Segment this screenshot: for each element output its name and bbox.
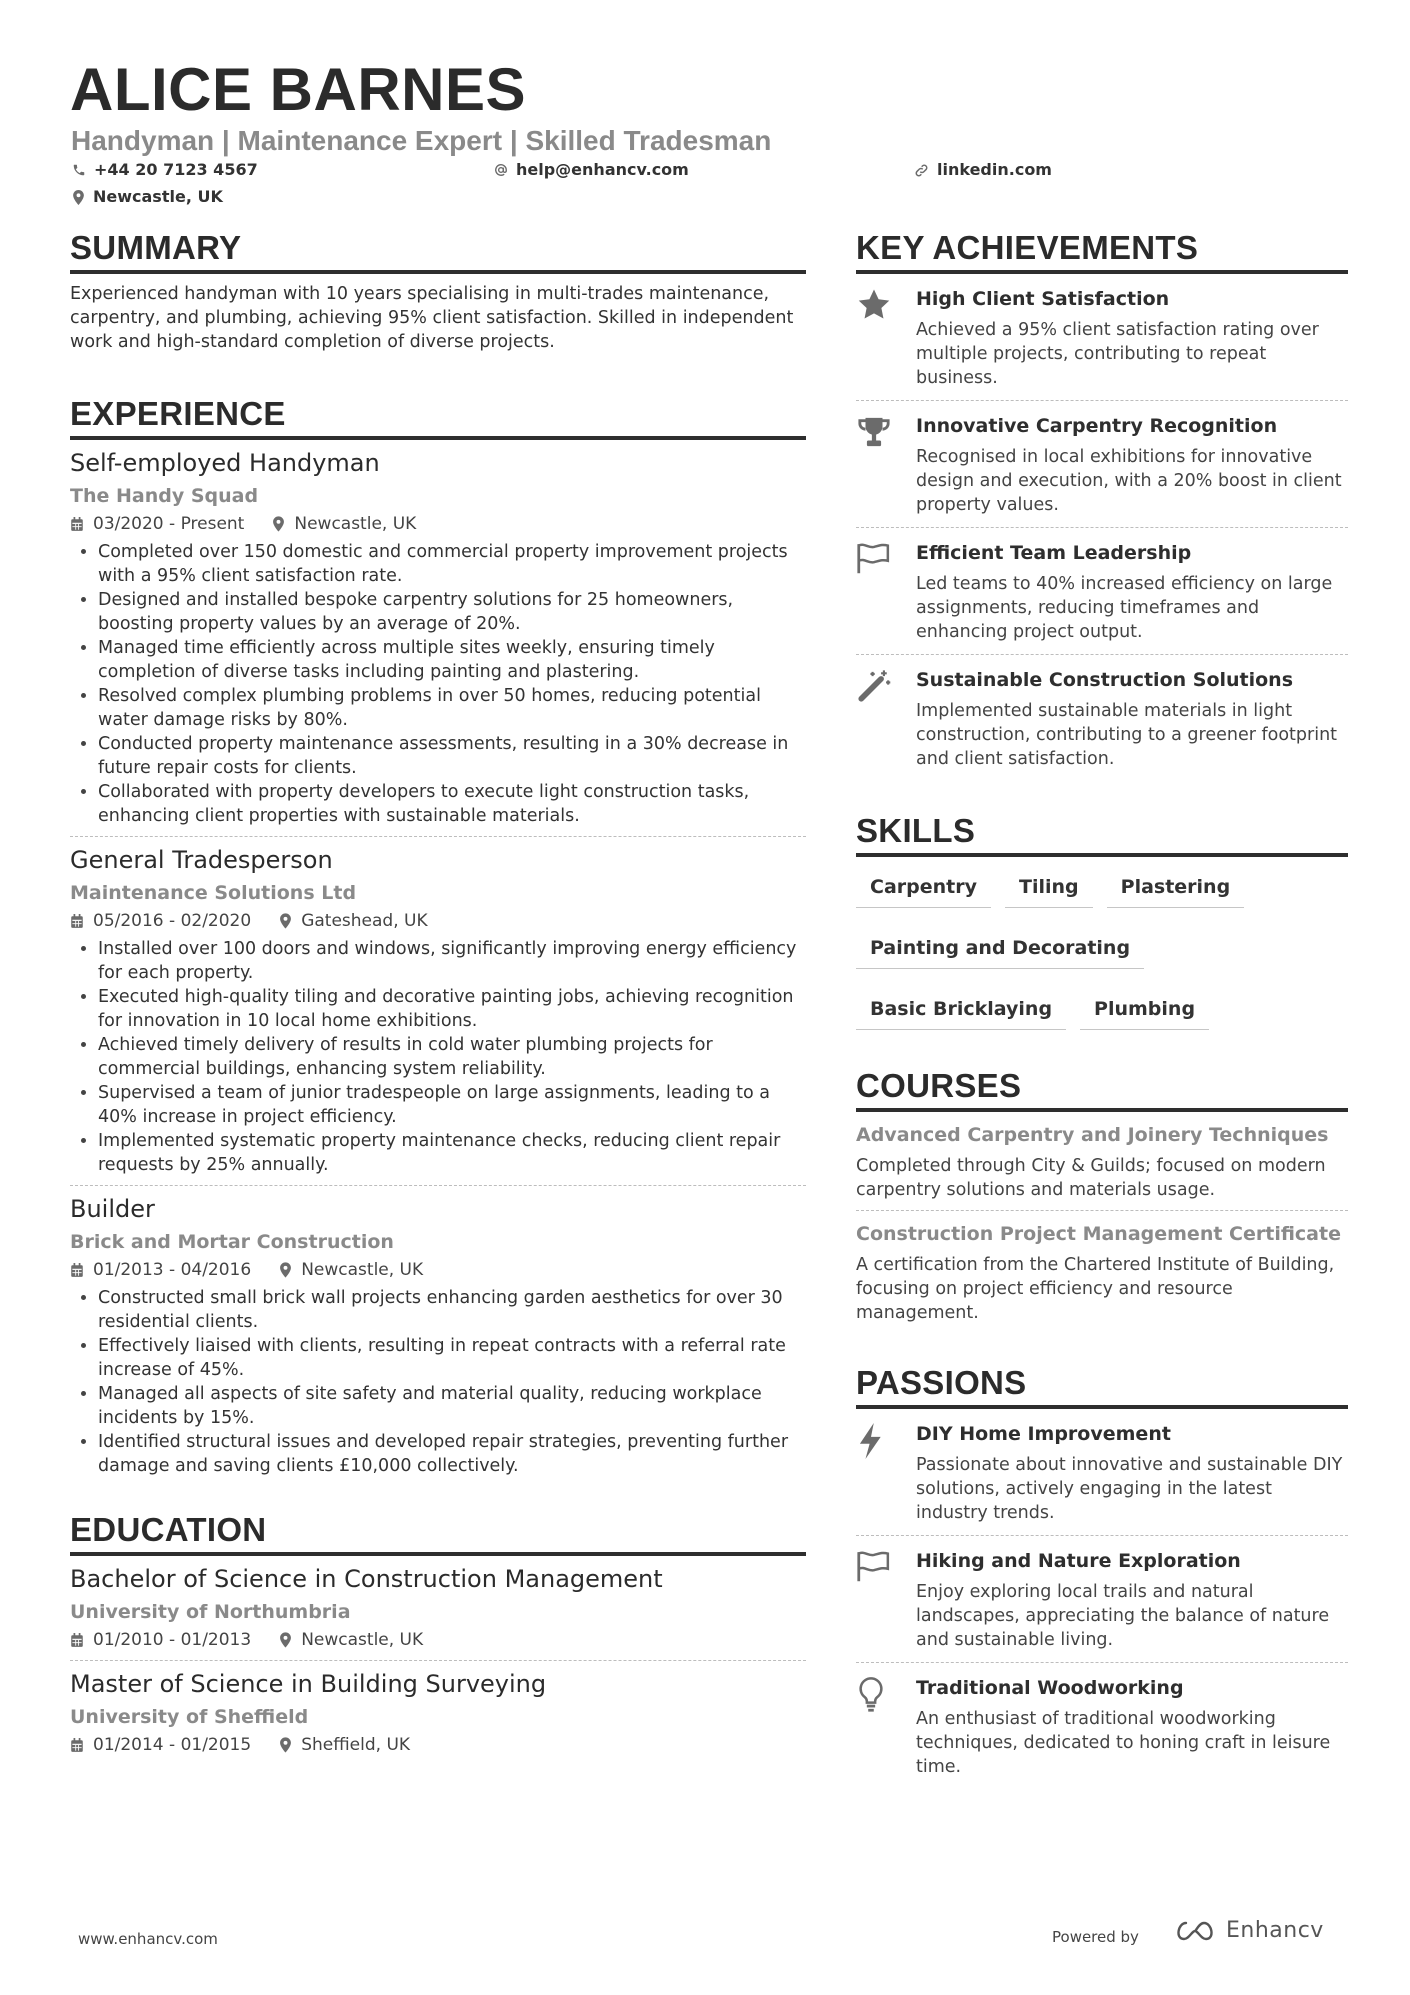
bullet-item: • Designed and installed bespoke carpentry solutions for 25 homeowners, boosting property values by an average of 20%. — [98, 588, 806, 636]
company-name: Brick and Mortar Construction — [70, 1231, 394, 1253]
course-desc: A certification from the Chartered Institute of Building, focusing on project efficiency and resource management. — [856, 1255, 1335, 1323]
education-dates — [70, 1628, 251, 1652]
experience-entry — [70, 837, 806, 1186]
flag-icon — [856, 540, 916, 644]
achievement-item — [856, 655, 1348, 781]
calendar-icon — [70, 1738, 84, 1753]
location-pin-icon — [272, 516, 285, 532]
calendar-icon — [70, 517, 84, 532]
achievement-desc: Led teams to 40% increased efficiency on large assignments, reducing timeframes and enhancing project output. — [916, 574, 1333, 642]
skill-tag: Plastering — [1107, 869, 1245, 908]
skills-list — [856, 857, 1348, 1052]
achievement-item — [856, 401, 1348, 528]
school-name: University of Northumbria — [70, 1601, 351, 1623]
job-meta — [70, 909, 806, 933]
bullet-item: • Identified structural issues and developed repair strategies, preventing further damage and saving clients £10,000 collectively. — [98, 1430, 806, 1478]
job-bullets — [70, 937, 806, 1177]
achievement-item — [856, 528, 1348, 655]
education-section — [70, 1510, 806, 1765]
job-dates — [70, 909, 251, 933]
job-title: Builder — [70, 1195, 155, 1223]
bullet-item: • Achieved timely delivery of results in cold water plumbing projects for commercial buildings, enhancing system reliability. — [98, 1033, 806, 1081]
education-entry — [70, 1661, 806, 1765]
job-dates — [70, 512, 244, 536]
location-pin-icon — [279, 1262, 292, 1278]
link-icon — [914, 163, 929, 178]
passion-desc: Enjoy exploring local trails and natural landscapes, appreciating the balance of nature and sustainable living. — [916, 1582, 1330, 1650]
location-text: Newcastle, UK — [93, 187, 223, 206]
bullet-item: • Supervised a team of junior tradespeople on large assignments, leading to a 40% increase in project efficiency. — [98, 1081, 806, 1129]
courses-title: COURSES — [856, 1066, 1348, 1112]
flag-icon — [856, 1548, 916, 1652]
job-location — [279, 1258, 423, 1282]
course-title: Construction Project Management Certificate — [856, 1223, 1341, 1245]
summary-title: SUMMARY — [70, 228, 806, 274]
calendar-icon — [70, 1263, 84, 1278]
bullet-item: • Resolved complex plumbing problems in over 50 homes, reducing potential water damage risks by 80%. — [98, 684, 806, 732]
calendar-icon — [70, 1633, 84, 1648]
education-dates-text: 01/2014 - 01/2015 — [93, 1735, 252, 1755]
job-meta — [70, 1258, 806, 1282]
education-location-text: Newcastle, UK — [301, 1630, 424, 1650]
experience-section — [70, 394, 806, 1486]
job-dates-text: 01/2013 - 04/2016 — [93, 1260, 252, 1280]
passion-item — [856, 1663, 1348, 1789]
candidate-name: ALICE BARNES — [70, 56, 527, 123]
job-title: Self-employed Handyman — [70, 449, 380, 477]
education-entry — [70, 1556, 806, 1661]
enhancv-logo-icon — [1172, 1919, 1218, 1943]
education-meta — [70, 1733, 806, 1757]
location-pin-icon — [72, 190, 85, 205]
experience-entry — [70, 440, 806, 837]
course-title: Advanced Carpentry and Joinery Techniques — [856, 1124, 1329, 1146]
achievement-item — [856, 274, 1348, 401]
job-location — [279, 909, 427, 933]
job-dates-text: 03/2020 - Present — [93, 514, 245, 534]
lightning-icon — [856, 1421, 916, 1525]
bullet-item: • Completed over 150 domestic and commercial property improvement projects with a 95% client satisfaction rate. — [98, 540, 806, 588]
magic-wand-icon — [856, 667, 916, 771]
linkedin-text: linkedin.com — [937, 160, 1052, 179]
bullet-item: • Executed high-quality tiling and decorative painting jobs, achieving recognition for innovation in 10 local home exhibitions. — [98, 985, 806, 1033]
education-location — [279, 1733, 410, 1757]
experience-entry — [70, 1186, 806, 1486]
experience-title: EXPERIENCE — [70, 394, 806, 440]
contact-location — [72, 187, 223, 207]
lightbulb-icon — [856, 1675, 916, 1779]
email-text: help@enhancv.com — [516, 160, 689, 179]
job-dates — [70, 1258, 251, 1282]
achievement-title: High Client Satisfaction — [916, 288, 1170, 310]
passion-desc: Passionate about innovative and sustainable DIY solutions, actively engaging in the latest industry trends. — [916, 1455, 1343, 1523]
footer-brand-name: Enhancv — [1226, 1918, 1324, 1943]
course-desc: Completed through City & Guilds; focused on modern carpentry solutions and materials usage. — [856, 1156, 1326, 1200]
degree-title: Bachelor of Science in Construction Management — [70, 1565, 663, 1593]
job-location-text: Newcastle, UK — [301, 1260, 424, 1280]
job-bullets — [70, 1286, 806, 1478]
phone-icon — [72, 163, 86, 177]
bullet-item: • Effectively liaised with clients, resulting in repeat contracts with a referral rate increase of 45%. — [98, 1334, 806, 1382]
achievement-title: Innovative Carpentry Recognition — [916, 415, 1278, 437]
headline: Handyman | Maintenance Expert | Skilled Tradesman — [71, 125, 772, 156]
achievement-desc: Recognised in local exhibitions for innovative design and execution, with a 20% boost in client property values. — [916, 447, 1342, 515]
education-dates — [70, 1733, 251, 1757]
achievement-title: Efficient Team Leadership — [916, 542, 1192, 564]
job-meta — [70, 512, 806, 536]
footer-brand[interactable] — [1172, 1918, 1324, 1943]
job-location-text: Gateshead, UK — [301, 911, 428, 931]
phone-text: +44 20 7123 4567 — [94, 160, 258, 179]
education-title: EDUCATION — [70, 1510, 806, 1556]
skill-tag: Basic Bricklaying — [856, 991, 1066, 1030]
passion-title: Traditional Woodworking — [916, 1677, 1184, 1699]
skills-title: SKILLS — [856, 811, 1348, 857]
courses-section — [856, 1066, 1348, 1333]
degree-title: Master of Science in Building Surveying — [70, 1670, 547, 1698]
bullet-item: • Constructed small brick wall projects enhancing garden aesthetics for over 30 residential clients. — [98, 1286, 806, 1334]
passion-title: Hiking and Nature Exploration — [916, 1550, 1241, 1572]
education-meta — [70, 1628, 806, 1652]
right-column — [856, 228, 1348, 1819]
job-location — [272, 512, 416, 536]
bullet-item: • Implemented systematic property maintenance checks, reducing client repair requests by 25% annually. — [98, 1129, 806, 1177]
location-pin-icon — [279, 1737, 292, 1753]
achievement-title: Sustainable Construction Solutions — [916, 669, 1294, 691]
course-item — [856, 1112, 1348, 1211]
summary-section — [70, 228, 806, 354]
skill-tag: Carpentry — [856, 869, 991, 908]
company-name: Maintenance Solutions Ltd — [70, 882, 357, 904]
footer-website[interactable]: www.enhancv.com — [78, 1930, 218, 1948]
calendar-icon — [70, 914, 84, 929]
passion-item — [856, 1536, 1348, 1663]
passion-desc: An enthusiast of traditional woodworking techniques, dedicated to honing craft in leisure time. — [916, 1709, 1331, 1777]
passions-section — [856, 1363, 1348, 1789]
bullet-item: • Installed over 100 doors and windows, significantly improving energy efficiency for each property. — [98, 937, 806, 985]
contact-phone — [72, 160, 258, 180]
achievement-desc: Achieved a 95% client satisfaction rating over multiple projects, contributing to repeat business. — [916, 320, 1319, 388]
passion-item — [856, 1409, 1348, 1536]
job-bullets — [70, 540, 806, 828]
company-name: The Handy Squad — [70, 485, 259, 507]
location-pin-icon — [279, 913, 292, 929]
bullet-item: • Managed all aspects of site safety and material quality, reducing workplace incidents by 15%. — [98, 1382, 806, 1430]
achievement-desc: Implemented sustainable materials in light construction, contributing to a greener footprint and client satisfaction. — [916, 701, 1338, 769]
contact-email[interactable] — [494, 160, 689, 180]
achievements-title: KEY ACHIEVEMENTS — [856, 228, 1348, 274]
job-location-text: Newcastle, UK — [294, 514, 417, 534]
skill-tag: Tiling — [1005, 869, 1093, 908]
skills-section — [856, 811, 1348, 1052]
at-icon — [494, 163, 508, 177]
course-item — [856, 1211, 1348, 1333]
education-dates-text: 01/2010 - 01/2013 — [93, 1630, 252, 1650]
bullet-item: • Conducted property maintenance assessments, resulting in a 30% decrease in future repair costs for clients. — [98, 732, 806, 780]
education-location-text: Sheffield, UK — [301, 1735, 411, 1755]
summary-text: Experienced handyman with 10 years specialising in multi-trades maintenance, carpentry, and plumbing, achieving 95% client satisfaction. Skilled in independent work and high-standard completion of diverse projects. — [70, 284, 794, 352]
passions-title: PASSIONS — [856, 1363, 1348, 1409]
skill-tag: Plumbing — [1080, 991, 1209, 1030]
footer-powered-by: Powered by — [1052, 1928, 1139, 1946]
achievements-section — [856, 228, 1348, 781]
contact-linkedin[interactable] — [914, 160, 1052, 180]
bullet-item: • Collaborated with property developers to execute light construction tasks, enhancing client properties with sustainable materials. — [98, 780, 806, 828]
star-icon — [856, 286, 916, 390]
passion-title: DIY Home Improvement — [916, 1423, 1171, 1445]
trophy-icon — [856, 413, 916, 517]
school-name: University of Sheffield — [70, 1706, 309, 1728]
job-title: General Tradesperson — [70, 846, 333, 874]
job-dates-text: 05/2016 - 02/2020 — [93, 911, 252, 931]
skill-tag: Painting and Decorating — [856, 930, 1144, 969]
education-location — [279, 1628, 423, 1652]
location-pin-icon — [279, 1632, 292, 1648]
left-column — [70, 228, 806, 1795]
bullet-item: • Managed time efficiently across multiple sites weekly, ensuring timely completion of diverse tasks including painting and plastering. — [98, 636, 806, 684]
